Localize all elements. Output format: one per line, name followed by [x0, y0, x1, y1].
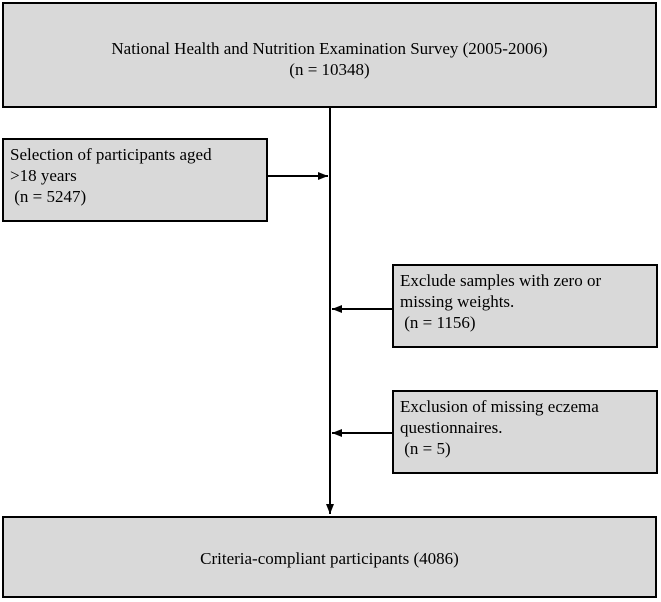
age-selection-line1: Selection of participants aged — [10, 145, 212, 164]
final-participants-text: Criteria-compliant participants (4086) — [200, 549, 459, 568]
survey-source-box — [2, 2, 657, 108]
age-selection-line2: >18 years — [10, 166, 77, 185]
eczema-exclusion-box — [392, 390, 658, 474]
weights-exclusion-box — [392, 264, 658, 348]
age-selection-box — [2, 138, 268, 222]
eczema-exclusion-line2: questionnaires. — [400, 418, 503, 437]
weights-exclusion-line2: missing weights. — [400, 292, 515, 311]
eczema-exclusion-count: (n = 5) — [400, 439, 451, 458]
eczema-exclusion-line1: Exclusion of missing eczema — [400, 397, 599, 416]
age-selection-count: (n = 5247) — [10, 187, 87, 206]
survey-count: (n = 10348) — [289, 60, 370, 79]
weights-exclusion-count: (n = 1156) — [400, 313, 476, 332]
final-participants-box — [2, 516, 657, 598]
survey-title: National Health and Nutrition Examination Survey (2005-2006) — [111, 39, 548, 58]
weights-exclusion-line1: Exclude samples with zero or — [400, 271, 602, 290]
